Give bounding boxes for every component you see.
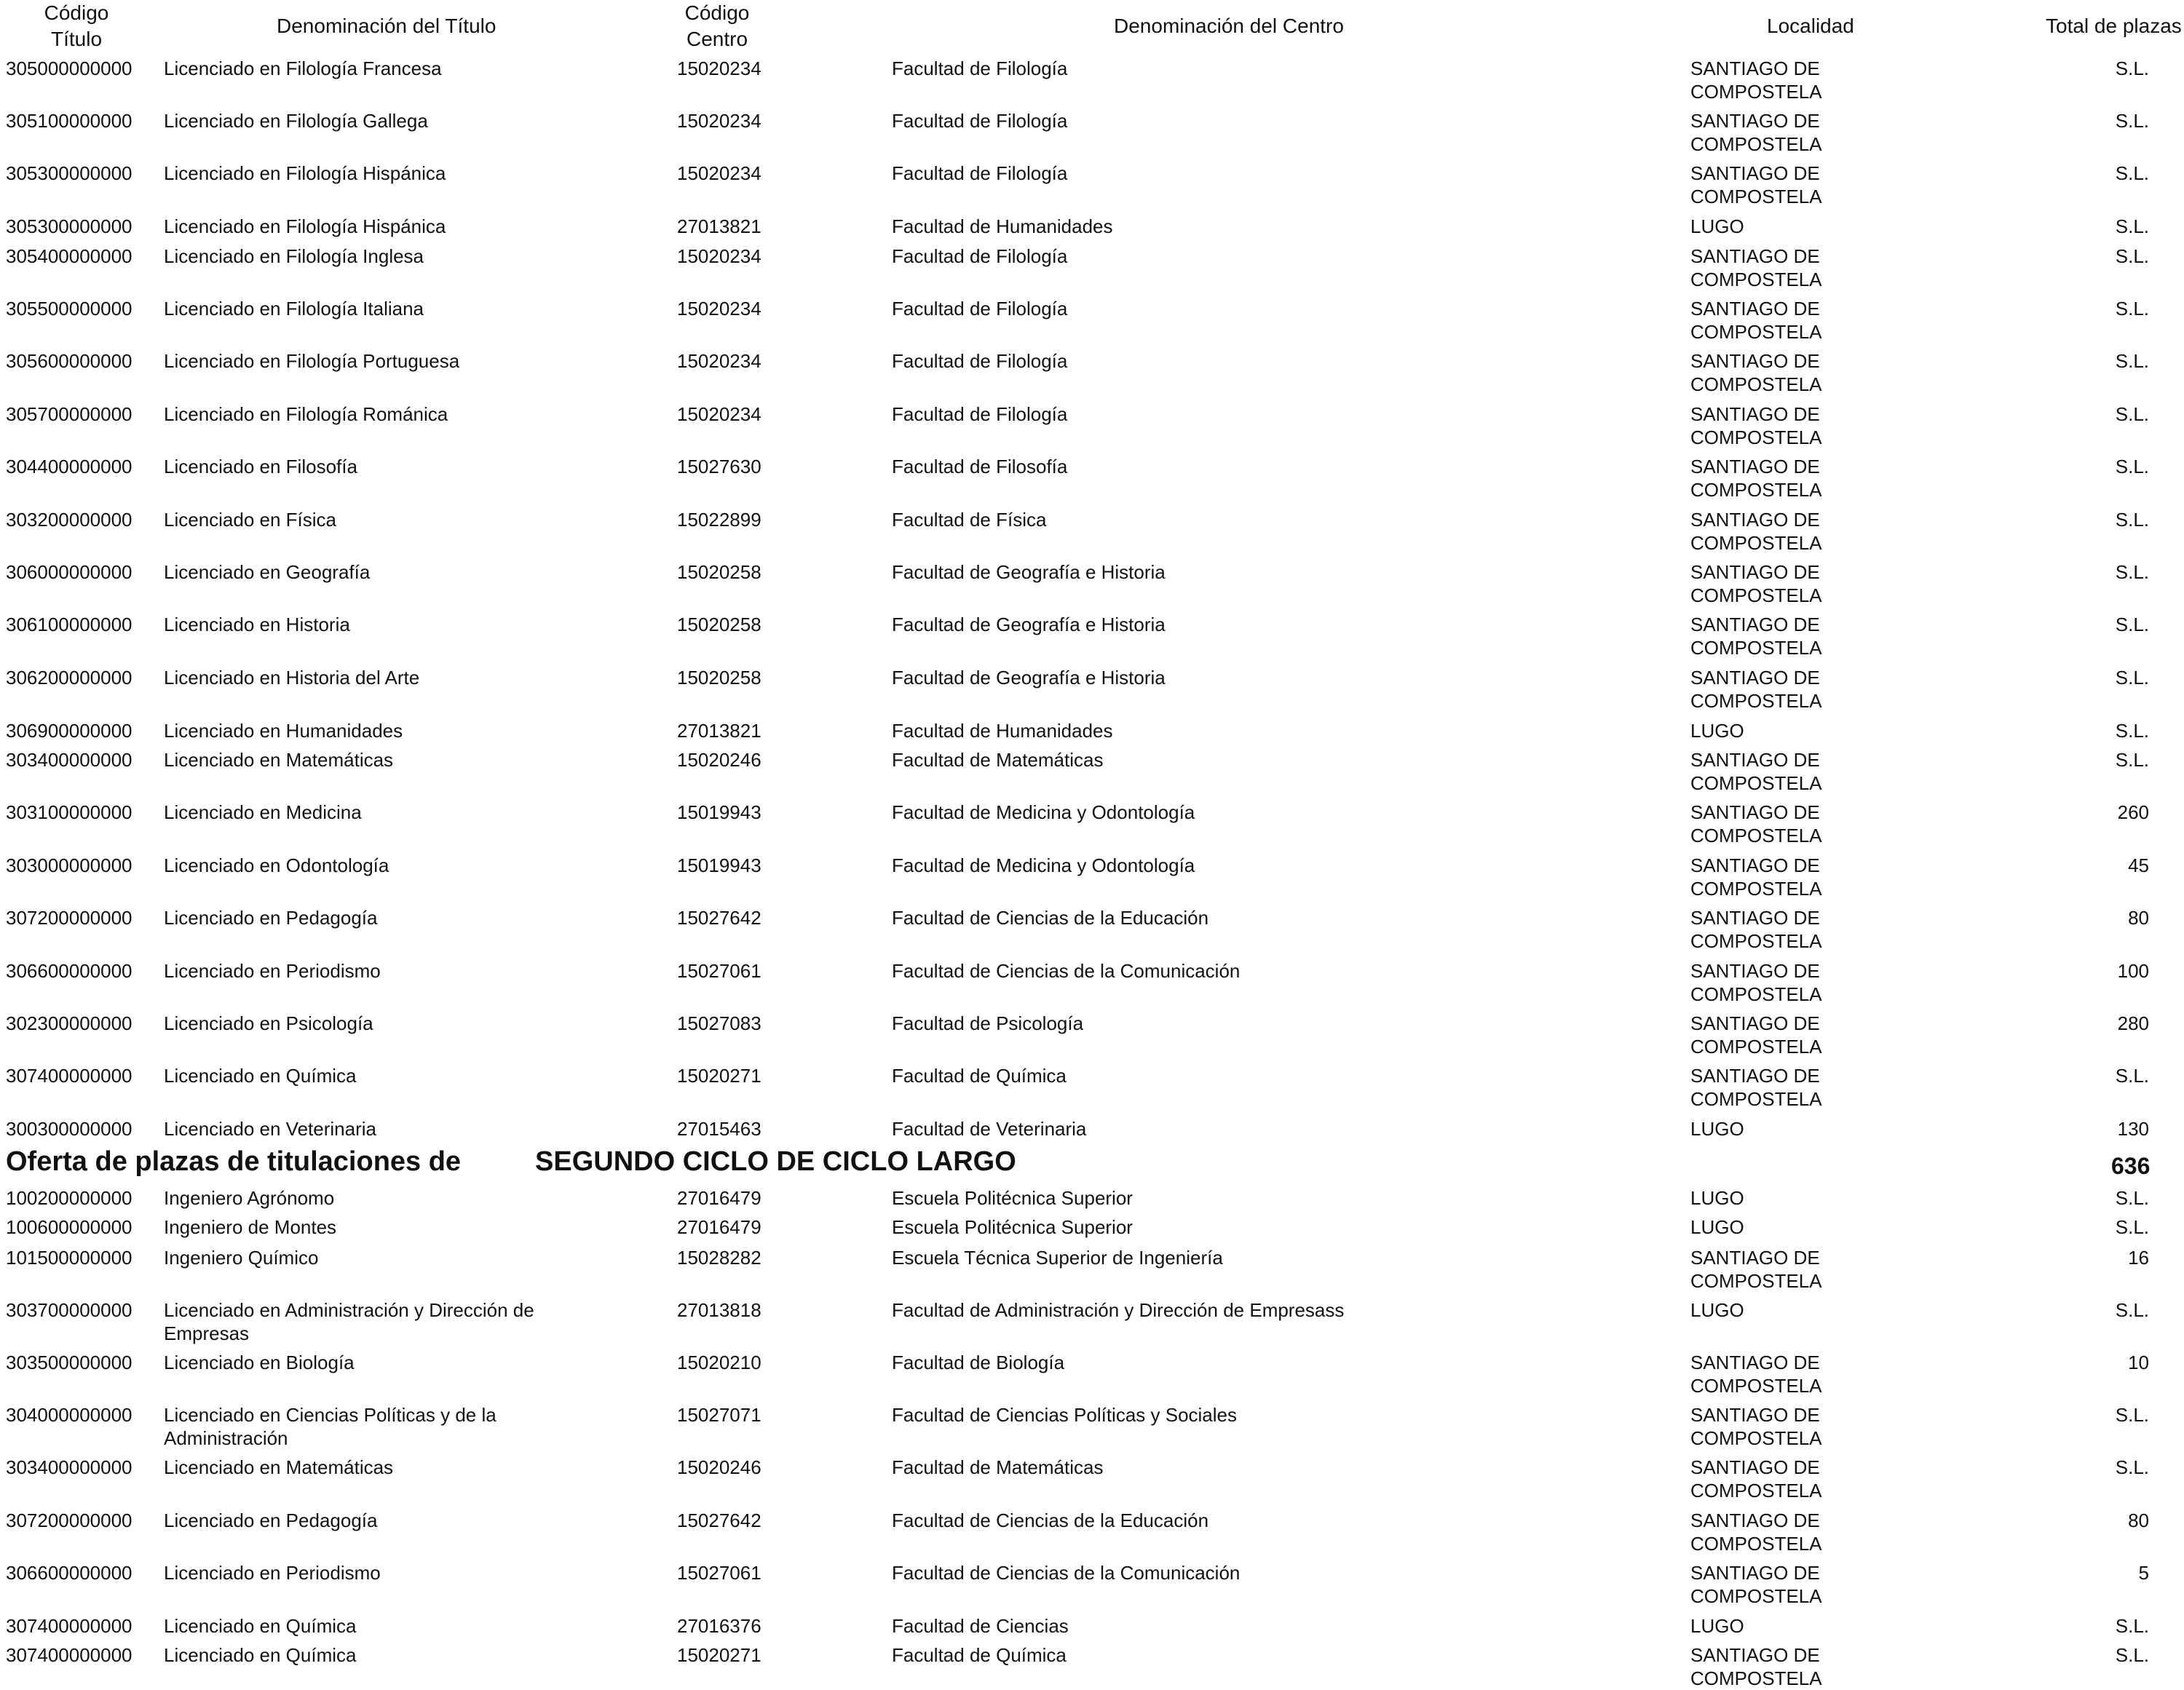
denominacion-centro: Facultad de Filología xyxy=(892,245,1068,267)
denominacion-centro: Escuela Técnica Superior de Ingeniería xyxy=(892,1247,1223,1269)
total-plazas: S.L. xyxy=(2115,215,2149,237)
localidad: SANTIAGO DE COMPOSTELA xyxy=(1690,298,1822,343)
codigo-centro: 27013821 xyxy=(677,215,761,237)
codigo-titulo: 307400000000 xyxy=(6,1065,132,1087)
codigo-centro: 15020234 xyxy=(677,245,761,267)
denominacion-centro: Facultad de Humanidades xyxy=(892,215,1113,237)
codigo-centro: 27013818 xyxy=(677,1299,761,1321)
codigo-centro: 15020234 xyxy=(677,162,761,184)
denominacion-centro: Facultad de Matemáticas xyxy=(892,1456,1104,1478)
localidad: LUGO xyxy=(1690,1118,1744,1140)
denominacion-titulo: Licenciado en Administración y Dirección de Empresas xyxy=(164,1299,534,1344)
denominacion-titulo: Licenciado en Química xyxy=(164,1644,357,1666)
denominacion-centro: Facultad de Ciencias xyxy=(892,1615,1069,1637)
denominacion-centro: Facultad de Ciencias Políticas y Sociales xyxy=(892,1404,1238,1426)
total-plazas: 5 xyxy=(2138,1562,2149,1584)
codigo-centro: 15020271 xyxy=(677,1065,761,1087)
localidad: SANTIAGO DE COMPOSTELA xyxy=(1690,667,1822,712)
codigo-titulo: 305100000000 xyxy=(6,110,132,132)
denominacion-centro: Facultad de Humanidades xyxy=(892,720,1113,742)
denominacion-centro: Facultad de Veterinaria xyxy=(892,1118,1087,1140)
codigo-titulo: 303400000000 xyxy=(6,1456,132,1478)
localidad: SANTIAGO DE COMPOSTELA xyxy=(1690,1012,1822,1058)
denominacion-titulo: Licenciado en Psicología xyxy=(164,1012,373,1034)
denominacion-titulo: Licenciado en Periodismo xyxy=(164,1562,381,1584)
total-plazas: S.L. xyxy=(2115,509,2149,531)
codigo-titulo: 100600000000 xyxy=(6,1216,132,1238)
denominacion-centro: Facultad de Filología xyxy=(892,162,1068,184)
denominacion-titulo: Licenciado en Veterinaria xyxy=(164,1118,376,1140)
localidad: LUGO xyxy=(1690,215,1744,237)
codigo-titulo: 303700000000 xyxy=(6,1299,132,1321)
codigo-centro: 27015463 xyxy=(677,1118,761,1140)
codigo-centro: 27016479 xyxy=(677,1216,761,1238)
denominacion-titulo: Licenciado en Pedagogía xyxy=(164,1510,378,1531)
total-plazas: S.L. xyxy=(2115,162,2149,184)
denominacion-centro: Facultad de Filosofía xyxy=(892,456,1068,477)
denominacion-titulo: Ingeniero Agrónomo xyxy=(164,1187,335,1209)
denominacion-titulo: Licenciado en Filología Inglesa xyxy=(164,245,424,267)
codigo-centro: 15020258 xyxy=(677,614,761,635)
localidad: SANTIAGO DE COMPOSTELA xyxy=(1690,350,1822,395)
total-plazas: S.L. xyxy=(2115,57,2149,79)
codigo-titulo: 306100000000 xyxy=(6,614,132,635)
total-plazas: S.L. xyxy=(2115,1299,2149,1321)
denominacion-titulo: Licenciado en Filología Románica xyxy=(164,403,448,425)
denominacion-centro: Facultad de Matemáticas xyxy=(892,749,1104,771)
total-plazas: S.L. xyxy=(2115,298,2149,320)
total-plazas: S.L. xyxy=(2115,403,2149,425)
denominacion-centro: Facultad de Geografía e Historia xyxy=(892,614,1166,635)
codigo-centro: 15027642 xyxy=(677,907,761,929)
total-plazas: S.L. xyxy=(2115,456,2149,477)
total-plazas: 45 xyxy=(2128,854,2149,876)
localidad: SANTIAGO DE COMPOSTELA xyxy=(1690,403,1822,448)
codigo-centro: 27016376 xyxy=(677,1615,761,1637)
localidad: LUGO xyxy=(1690,720,1744,742)
denominacion-centro: Facultad de Filología xyxy=(892,298,1068,320)
codigo-centro: 15027071 xyxy=(677,1404,761,1426)
codigo-centro: 15027061 xyxy=(677,1562,761,1584)
codigo-centro: 15020210 xyxy=(677,1352,761,1373)
denominacion-titulo: Licenciado en Filología Francesa xyxy=(164,57,442,79)
denominacion-titulo: Licenciado en Matemáticas xyxy=(164,749,394,771)
denominacion-centro: Facultad de Administración y Dirección de Empresass xyxy=(892,1299,1345,1321)
total-plazas: S.L. xyxy=(2115,245,2149,267)
total-plazas: S.L. xyxy=(2115,667,2149,689)
codigo-centro: 15020234 xyxy=(677,57,761,79)
denominacion-titulo: Licenciado en Medicina xyxy=(164,801,362,823)
localidad: SANTIAGO DE COMPOSTELA xyxy=(1690,509,1822,554)
denominacion-titulo: Licenciado en Odontología xyxy=(164,854,389,876)
codigo-centro: 15020258 xyxy=(677,667,761,689)
codigo-titulo: 101500000000 xyxy=(6,1247,132,1269)
total-plazas: S.L. xyxy=(2115,1615,2149,1637)
denominacion-centro: Facultad de Química xyxy=(892,1065,1067,1087)
section-name: SEGUNDO CICLO DE CICLO LARGO xyxy=(535,1146,1016,1177)
codigo-titulo: 302300000000 xyxy=(6,1012,132,1034)
denominacion-titulo: Licenciado en Pedagogía xyxy=(164,907,378,929)
denominacion-centro: Escuela Politécnica Superior xyxy=(892,1187,1133,1209)
codigo-centro: 15028282 xyxy=(677,1247,761,1269)
localidad: SANTIAGO DE COMPOSTELA xyxy=(1690,801,1822,846)
denominacion-titulo: Licenciado en Ciencias Políticas y de la Administración xyxy=(164,1404,496,1449)
denominacion-centro: Facultad de Filología xyxy=(892,57,1068,79)
localidad: SANTIAGO DE COMPOSTELA xyxy=(1690,907,1822,952)
localidad: SANTIAGO DE COMPOSTELA xyxy=(1690,1644,1822,1689)
total-plazas: S.L. xyxy=(2115,720,2149,742)
codigo-titulo: 307200000000 xyxy=(6,1510,132,1531)
denominacion-titulo: Licenciado en Química xyxy=(164,1065,357,1087)
denominacion-centro: Escuela Politécnica Superior xyxy=(892,1216,1133,1238)
localidad: LUGO xyxy=(1690,1216,1744,1238)
total-plazas: S.L. xyxy=(2115,1216,2149,1238)
section-label: Oferta de plazas de titulaciones de xyxy=(6,1146,462,1177)
denominacion-titulo: Licenciado en Filosofía xyxy=(164,456,357,477)
total-plazas: S.L. xyxy=(2115,1065,2149,1087)
denominacion-titulo: Licenciado en Filología Hispánica xyxy=(164,162,446,184)
codigo-titulo: 306200000000 xyxy=(6,667,132,689)
localidad: SANTIAGO DE COMPOSTELA xyxy=(1690,245,1822,290)
denominacion-centro: Facultad de Física xyxy=(892,509,1047,531)
denominacion-centro: Facultad de Filología xyxy=(892,110,1068,132)
denominacion-titulo: Licenciado en Geografía xyxy=(164,561,371,583)
total-plazas: S.L. xyxy=(2115,350,2149,372)
total-plazas: S.L. xyxy=(2115,1404,2149,1426)
codigo-centro: 15020246 xyxy=(677,1456,761,1478)
codigo-titulo: 305300000000 xyxy=(6,215,132,237)
denominacion-centro: Facultad de Medicina y Odontología xyxy=(892,854,1195,876)
codigo-titulo: 305600000000 xyxy=(6,350,132,372)
total-plazas: 260 xyxy=(2117,801,2149,823)
codigo-titulo: 303000000000 xyxy=(6,854,132,876)
denominacion-titulo: Licenciado en Historia xyxy=(164,614,350,635)
header-localidad: Localidad xyxy=(1767,15,1854,37)
codigo-centro: 15019943 xyxy=(677,801,761,823)
codigo-titulo: 305000000000 xyxy=(6,57,132,79)
section-total: 636 xyxy=(2111,1153,2151,1179)
localidad: SANTIAGO DE COMPOSTELA xyxy=(1690,162,1822,207)
codigo-titulo: 304400000000 xyxy=(6,456,132,477)
total-plazas: 80 xyxy=(2128,907,2149,929)
denominacion-centro: Facultad de Ciencias de la Educación xyxy=(892,907,1209,929)
denominacion-centro: Facultad de Química xyxy=(892,1644,1067,1666)
total-plazas: 80 xyxy=(2128,1510,2149,1531)
localidad: SANTIAGO DE COMPOSTELA xyxy=(1690,1404,1822,1449)
codigo-centro: 15020271 xyxy=(677,1644,761,1666)
denominacion-centro: Facultad de Ciencias de la Comunicación xyxy=(892,1562,1241,1584)
denominacion-centro: Facultad de Medicina y Odontología xyxy=(892,801,1195,823)
denominacion-titulo: Licenciado en Filología Italiana xyxy=(164,298,424,320)
localidad: SANTIAGO DE COMPOSTELA xyxy=(1690,960,1822,1005)
codigo-titulo: 305500000000 xyxy=(6,298,132,320)
total-plazas: S.L. xyxy=(2115,1644,2149,1666)
codigo-centro: 15020258 xyxy=(677,561,761,583)
codigo-titulo: 306600000000 xyxy=(6,960,132,982)
denominacion-titulo: Ingeniero de Montes xyxy=(164,1216,337,1238)
codigo-titulo: 306000000000 xyxy=(6,561,132,583)
total-plazas: S.L. xyxy=(2115,614,2149,635)
denominacion-titulo: Licenciado en Humanidades xyxy=(164,720,403,742)
localidad: SANTIAGO DE COMPOSTELA xyxy=(1690,1510,1822,1555)
codigo-centro: 15019943 xyxy=(677,854,761,876)
total-plazas: S.L. xyxy=(2115,1187,2149,1209)
denominacion-centro: Facultad de Filología xyxy=(892,350,1068,372)
localidad: SANTIAGO DE COMPOSTELA xyxy=(1690,854,1822,900)
denominacion-titulo: Licenciado en Física xyxy=(164,509,337,531)
localidad: SANTIAGO DE COMPOSTELA xyxy=(1690,614,1822,659)
denominacion-centro: Facultad de Psicología xyxy=(892,1012,1084,1034)
denominacion-centro: Facultad de Filología xyxy=(892,403,1068,425)
codigo-titulo: 303500000000 xyxy=(6,1352,132,1373)
codigo-centro: 15027630 xyxy=(677,456,761,477)
denominacion-titulo: Licenciado en Matemáticas xyxy=(164,1456,394,1478)
denominacion-titulo: Licenciado en Filología Portuguesa xyxy=(164,350,460,372)
denominacion-titulo: Licenciado en Historia del Arte xyxy=(164,667,420,689)
localidad: SANTIAGO DE COMPOSTELA xyxy=(1690,561,1822,606)
total-plazas: 280 xyxy=(2117,1012,2149,1034)
codigo-titulo: 300300000000 xyxy=(6,1118,132,1140)
denominacion-titulo: Licenciado en Filología Hispánica xyxy=(164,215,446,237)
total-plazas: S.L. xyxy=(2115,110,2149,132)
codigo-titulo: 307200000000 xyxy=(6,907,132,929)
codigo-centro: 15020234 xyxy=(677,110,761,132)
codigo-titulo: 305300000000 xyxy=(6,162,132,184)
codigo-centro: 15027061 xyxy=(677,960,761,982)
denominacion-titulo: Ingeniero Químico xyxy=(164,1247,319,1269)
localidad: SANTIAGO DE COMPOSTELA xyxy=(1690,110,1822,155)
codigo-centro: 27016479 xyxy=(677,1187,761,1209)
localidad: SANTIAGO DE COMPOSTELA xyxy=(1690,1456,1822,1501)
localidad: SANTIAGO DE COMPOSTELA xyxy=(1690,1352,1822,1397)
localidad: SANTIAGO DE COMPOSTELA xyxy=(1690,749,1822,794)
total-plazas: 130 xyxy=(2117,1118,2149,1140)
denominacion-titulo: Licenciado en Biología xyxy=(164,1352,355,1373)
denominacion-centro: Facultad de Biología xyxy=(892,1352,1065,1373)
codigo-titulo: 304000000000 xyxy=(6,1404,132,1426)
header-codigo-titulo: Código Título xyxy=(44,1,109,50)
codigo-titulo: 303200000000 xyxy=(6,509,132,531)
denominacion-centro: Facultad de Ciencias de la Comunicación xyxy=(892,960,1241,982)
codigo-titulo: 307400000000 xyxy=(6,1615,132,1637)
header-total-plazas: Total de plazas xyxy=(2046,15,2182,37)
denominacion-titulo: Licenciado en Filología Gallega xyxy=(164,110,428,132)
localidad: SANTIAGO DE COMPOSTELA xyxy=(1690,57,1822,103)
localidad: SANTIAGO DE COMPOSTELA xyxy=(1690,1562,1822,1607)
codigo-centro: 27013821 xyxy=(677,720,761,742)
denominacion-titulo: Licenciado en Química xyxy=(164,1615,357,1637)
codigo-titulo: 305400000000 xyxy=(6,245,132,267)
header-denominacion-centro: Denominación del Centro xyxy=(1114,15,1344,37)
codigo-centro: 15020246 xyxy=(677,749,761,771)
total-plazas: 16 xyxy=(2128,1247,2149,1269)
localidad: SANTIAGO DE COMPOSTELA xyxy=(1690,1247,1822,1292)
denominacion-centro: Facultad de Ciencias de la Educación xyxy=(892,1510,1209,1531)
total-plazas: S.L. xyxy=(2115,749,2149,771)
localidad: LUGO xyxy=(1690,1299,1744,1321)
codigo-titulo: 306600000000 xyxy=(6,1562,132,1584)
codigo-centro: 15020234 xyxy=(677,350,761,372)
denominacion-centro: Facultad de Geografía e Historia xyxy=(892,561,1166,583)
codigo-titulo: 303100000000 xyxy=(6,801,132,823)
codigo-centro: 15027642 xyxy=(677,1510,761,1531)
localidad: SANTIAGO DE COMPOSTELA xyxy=(1690,456,1822,501)
codigo-titulo: 303400000000 xyxy=(6,749,132,771)
codigo-centro: 15022899 xyxy=(677,509,761,531)
denominacion-centro: Facultad de Geografía e Historia xyxy=(892,667,1166,689)
total-plazas: 10 xyxy=(2128,1352,2149,1373)
localidad: LUGO xyxy=(1690,1187,1744,1209)
total-plazas: S.L. xyxy=(2115,561,2149,583)
header-denominacion-titulo: Denominación del Título xyxy=(277,15,496,37)
codigo-centro: 15020234 xyxy=(677,403,761,425)
localidad: SANTIAGO DE COMPOSTELA xyxy=(1690,1065,1822,1110)
total-plazas: 100 xyxy=(2117,960,2149,982)
codigo-centro: 15020234 xyxy=(677,298,761,320)
codigo-titulo: 305700000000 xyxy=(6,403,132,425)
total-plazas: S.L. xyxy=(2115,1456,2149,1478)
codigo-centro: 15027083 xyxy=(677,1012,761,1034)
codigo-titulo: 306900000000 xyxy=(6,720,132,742)
codigo-titulo: 307400000000 xyxy=(6,1644,132,1666)
denominacion-titulo: Licenciado en Periodismo xyxy=(164,960,381,982)
localidad: LUGO xyxy=(1690,1615,1744,1637)
header-codigo-centro: Código Centro xyxy=(684,1,750,50)
codigo-titulo: 100200000000 xyxy=(6,1187,132,1209)
